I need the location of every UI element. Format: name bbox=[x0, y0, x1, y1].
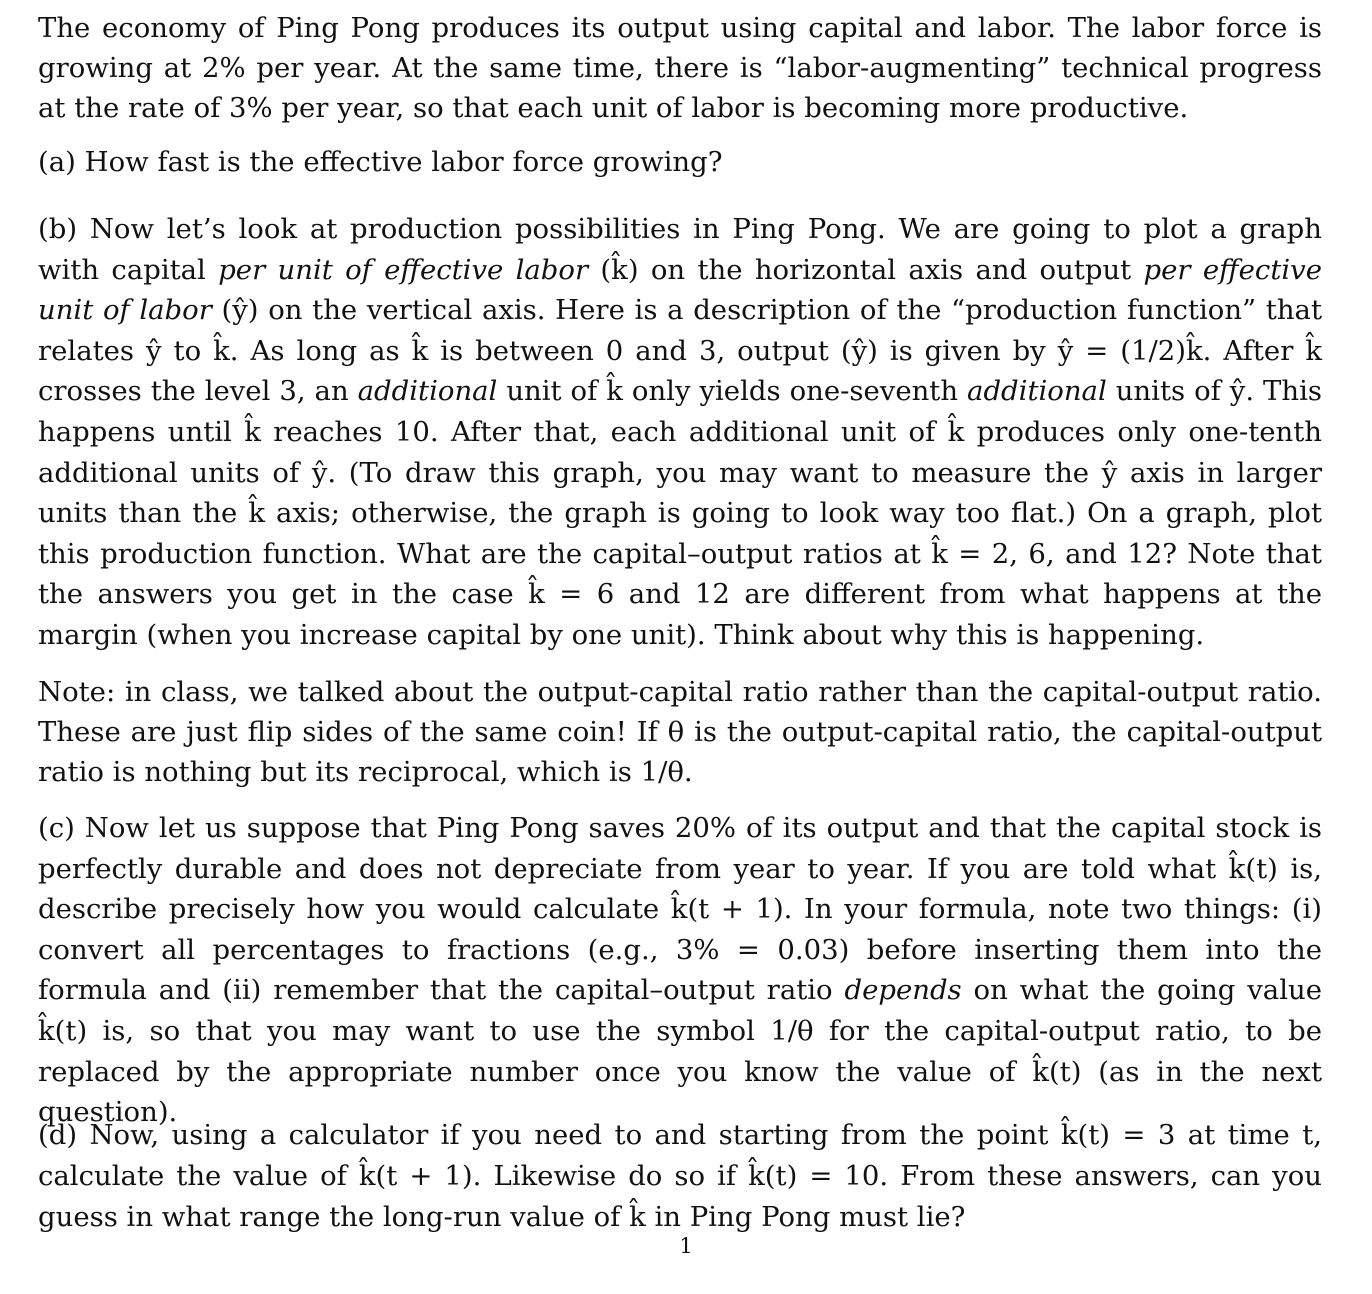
part-b-italic-1: per unit of effective labor bbox=[218, 253, 589, 286]
part-a-question: (a) How fast is the effective labor force growing? bbox=[38, 146, 723, 178]
note-paragraph: Note: in class, we talked about the output-capital ratio rather than the capital-output ratio. These are just flip sides of the same coin! If θ is the output-capital ratio, the capital-output ratio is nothing but its reciprocal, which is 1/θ. bbox=[38, 676, 1322, 788]
part-b-italic-2: per effective unit of labor bbox=[38, 253, 1322, 327]
part-c-text-1: (c) Now let us suppose that Ping Pong saves 20% of its output and that the capital stock is perfectly durable and does not depreciate from year to year. If you are told what k̂(t) is, describe precisely how you would calculate k̂(t + 1). In your formula, note two things: (i) convert all percentages to fractions (e.g., 3% = 0.03) before inserting them into the formula and (ii) remember that the capital–output ratio bbox=[38, 812, 1322, 1007]
page-number: 1 bbox=[679, 1234, 693, 1258]
part-b-text-3: (ŷ) on the vertical axis. Here is a description of the “production function” that relates ŷ to k̂. As long as k̂ is between 0 and 3, output (ŷ) is given by ŷ = (1/2)k̂. After k̂ crosses the level 3, an bbox=[38, 294, 1322, 408]
part-b-italic-4: additional bbox=[967, 375, 1107, 408]
part-b-text-5: units of ŷ. This happens until k̂ reaches 10. After that, each additional unit of k̂ produces only one-tenth additional units of ŷ. (To draw this graph, you may want to measure the ŷ axis in larger units than the k̂ axis; otherwise, the graph is going to look way too flat.) On a graph, plot this production function. What are the capital–output ratios at k̂ = 2, 6, and 12? Note that the answers you get in the case k̂ = 6 and 12 are different from what happens at the margin (when you increase capital by one unit). Think about why this is happening. bbox=[38, 375, 1322, 651]
part-c-text-2: on what the going value k̂(t) is, so that you may want to use the symbol 1/θ for the capital-output ratio, to be replaced by the appropriate number once you know the value of k̂(t) (as in the next question). bbox=[38, 974, 1322, 1129]
part-c-italic-1: depends bbox=[844, 974, 962, 1007]
part-b-text-1: (b) Now let’s look at production possibilities in Ping Pong. We are going to plot a graph with capital bbox=[38, 213, 1322, 286]
part-b-text-4: unit of k̂ only yields one-seventh bbox=[497, 375, 968, 408]
part-b-question bbox=[38, 209, 1322, 656]
part-d-question: (d) Now, using a calculator if you need to and starting from the point k̂(t) = 3 at time t, calculate the value of k̂(t + 1). Likewise do so if k̂(t) = 10. From these answers, can you guess in what range the long-run value of k̂ in Ping Pong must lie? bbox=[38, 1119, 1322, 1233]
part-b-text-2: (k̂) on the horizontal axis and output bbox=[588, 253, 1144, 286]
part-c-question bbox=[38, 808, 1322, 1133]
intro-paragraph: The economy of Ping Pong produces its output using capital and labor. The labor force is growing at 2% per year. At the same time, there is “labor-augmenting” technical progress at the rate of 3% per year, so that each unit of labor is becoming more productive. bbox=[38, 12, 1322, 124]
part-b-italic-3: additional bbox=[357, 375, 498, 408]
